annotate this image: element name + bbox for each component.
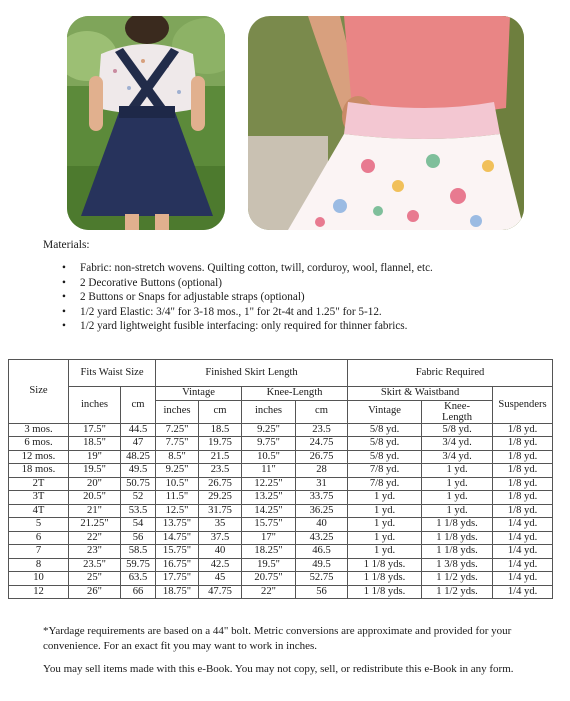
cell-fabric-knee: 3/4 yd. (422, 437, 493, 451)
cell-size: 7 (9, 545, 69, 559)
license-note: You may sell items made with this e-Book. You may not copy, sell, or redistribute this e-Book in any form. (43, 663, 514, 675)
cell-knee-inches: 22" (242, 585, 296, 599)
cell-fabric-knee: 1 1/8 yds. (422, 545, 493, 559)
cell-waist-cm: 52 (121, 491, 156, 505)
cell-fabric-vintage: 1 yd. (348, 504, 422, 518)
header-suspenders: Suspenders (493, 387, 553, 424)
cell-knee-inches: 9.75" (242, 437, 296, 451)
cell-waist-cm: 44.5 (121, 423, 156, 437)
header-fabric-knee-length: Knee- Length (422, 400, 493, 423)
table-row (9, 477, 553, 491)
cell-suspenders: 1/4 yd. (493, 558, 553, 572)
cell-knee-cm: 49.5 (296, 558, 348, 572)
header-fits-waist: Fits Waist Size (69, 360, 156, 387)
cell-vintage-inches: 16.75" (156, 558, 199, 572)
cell-fabric-knee: 1 yd. (422, 464, 493, 478)
table-row (9, 491, 553, 505)
cell-fabric-vintage: 7/8 yd. (348, 477, 422, 491)
cell-vintage-cm: 35 (199, 518, 242, 532)
cell-vintage-cm: 29.25 (199, 491, 242, 505)
cell-fabric-vintage: 7/8 yd. (348, 464, 422, 478)
cell-size: 4T (9, 504, 69, 518)
cell-vintage-cm: 18.5 (199, 423, 242, 437)
cell-waist-inches: 22" (69, 531, 121, 545)
materials-item-strap-buttons: • 2 Buttons or Snaps for adjustable straps (optional) (62, 290, 433, 305)
cell-size: 5 (9, 518, 69, 532)
cell-knee-inches: 15.75" (242, 518, 296, 532)
cell-vintage-cm: 40 (199, 545, 242, 559)
cell-knee-cm: 56 (296, 585, 348, 599)
table-row (9, 572, 553, 586)
cell-waist-inches: 21.25" (69, 518, 121, 532)
cell-vintage-inches: 10.5" (156, 477, 199, 491)
cell-suspenders: 1/8 yd. (493, 450, 553, 464)
cell-knee-cm: 31 (296, 477, 348, 491)
header-skirt-waistband: Skirt & Waistband (348, 387, 493, 401)
materials-item-decorative-buttons: • 2 Decorative Buttons (optional) (62, 276, 433, 291)
cell-knee-cm: 26.75 (296, 450, 348, 464)
cell-waist-inches: 19" (69, 450, 121, 464)
header-fabric-vintage: Vintage (348, 400, 422, 423)
cell-vintage-cm: 37.5 (199, 531, 242, 545)
cell-waist-cm: 53.5 (121, 504, 156, 518)
cell-fabric-knee: 1 yd. (422, 477, 493, 491)
cell-fabric-vintage: 1 1/8 yds. (348, 558, 422, 572)
photo-girl-navy-skirt (67, 16, 225, 230)
cell-size: 6 (9, 531, 69, 545)
cell-knee-inches: 13.25" (242, 491, 296, 505)
cell-knee-inches: 10.5" (242, 450, 296, 464)
cell-knee-cm: 43.25 (296, 531, 348, 545)
cell-fabric-vintage: 5/8 yd. (348, 450, 422, 464)
table-row (9, 518, 553, 532)
cell-waist-cm: 63.5 (121, 572, 156, 586)
materials-item-fabric: • Fabric: non-stretch wovens. Quilting cotton, twill, corduroy, wool, flannel, etc. (62, 261, 433, 276)
cell-size: 3T (9, 491, 69, 505)
cell-suspenders: 1/8 yd. (493, 504, 553, 518)
cell-knee-inches: 11" (242, 464, 296, 478)
cell-knee-cm: 36.25 (296, 504, 348, 518)
cell-vintage-cm: 19.75 (199, 437, 242, 451)
header-length-vintage: Vintage (156, 387, 242, 401)
materials-list (62, 261, 433, 334)
cell-fabric-vintage: 1 yd. (348, 491, 422, 505)
cell-vintage-cm: 47.75 (199, 585, 242, 599)
header-knee-cm: cm (296, 400, 348, 423)
photo-floral-skirt-closeup (248, 16, 524, 230)
materials-item-interfacing: • 1/2 yard lightweight fusible interfacing: only required for thinner fabrics. (62, 319, 433, 334)
table-row (9, 585, 553, 599)
cell-suspenders: 1/4 yd. (493, 531, 553, 545)
cell-vintage-inches: 12.5" (156, 504, 199, 518)
cell-suspenders: 1/4 yd. (493, 545, 553, 559)
cell-fabric-knee: 1 1/2 yds. (422, 585, 493, 599)
cell-fabric-knee: 3/4 yd. (422, 450, 493, 464)
cell-waist-cm: 49.5 (121, 464, 156, 478)
cell-vintage-inches: 11.5" (156, 491, 199, 505)
cell-fabric-knee: 1 3/8 yds. (422, 558, 493, 572)
cell-vintage-inches: 8.5" (156, 450, 199, 464)
cell-fabric-knee: 1 1/8 yds. (422, 518, 493, 532)
cell-waist-inches: 21" (69, 504, 121, 518)
table-row (9, 437, 553, 451)
cell-size: 3 mos. (9, 423, 69, 437)
cell-suspenders: 1/8 yd. (493, 464, 553, 478)
table-row (9, 504, 553, 518)
cell-vintage-cm: 31.75 (199, 504, 242, 518)
cell-suspenders: 1/8 yd. (493, 477, 553, 491)
cell-waist-inches: 23.5" (69, 558, 121, 572)
cell-knee-cm: 23.5 (296, 423, 348, 437)
cell-waist-cm: 58.5 (121, 545, 156, 559)
cell-knee-cm: 40 (296, 518, 348, 532)
cell-waist-inches: 17.5" (69, 423, 121, 437)
cell-knee-inches: 12.25" (242, 477, 296, 491)
table-row (9, 545, 553, 559)
cell-knee-inches: 18.25" (242, 545, 296, 559)
cell-vintage-inches: 17.75" (156, 572, 199, 586)
cell-vintage-cm: 21.5 (199, 450, 242, 464)
header-size: Size (9, 360, 69, 424)
cell-vintage-inches: 18.75" (156, 585, 199, 599)
cell-waist-inches: 19.5" (69, 464, 121, 478)
cell-size: 10 (9, 572, 69, 586)
cell-suspenders: 1/4 yd. (493, 572, 553, 586)
cell-waist-cm: 50.75 (121, 477, 156, 491)
header-waist-cm: cm (121, 387, 156, 424)
table-row (9, 423, 553, 437)
cell-knee-cm: 46.5 (296, 545, 348, 559)
header-knee-inches: inches (242, 400, 296, 423)
cell-knee-inches: 14.25" (242, 504, 296, 518)
cell-size: 18 mos. (9, 464, 69, 478)
cell-fabric-knee: 1 1/8 yds. (422, 531, 493, 545)
cell-vintage-cm: 23.5 (199, 464, 242, 478)
cell-suspenders: 1/8 yd. (493, 491, 553, 505)
cell-knee-inches: 9.25" (242, 423, 296, 437)
cell-size: 8 (9, 558, 69, 572)
cell-waist-inches: 20.5" (69, 491, 121, 505)
cell-waist-inches: 25" (69, 572, 121, 586)
cell-fabric-vintage: 5/8 yd. (348, 437, 422, 451)
cell-vintage-inches: 9.25" (156, 464, 199, 478)
table-row (9, 450, 553, 464)
cell-fabric-vintage: 1 yd. (348, 531, 422, 545)
materials-item-elastic: • 1/2 yard Elastic: 3/4" for 3-18 mos., 1" for 2t-4t and 1.25" for 5-12. (62, 305, 433, 320)
cell-vintage-inches: 7.25" (156, 423, 199, 437)
header-length-knee: Knee-Length (242, 387, 348, 401)
header-fabric-required: Fabric Required (348, 360, 553, 387)
cell-knee-inches: 20.75" (242, 572, 296, 586)
size-chart-body (9, 423, 553, 599)
cell-waist-cm: 66 (121, 585, 156, 599)
cell-knee-inches: 19.5" (242, 558, 296, 572)
cell-fabric-knee: 1 yd. (422, 491, 493, 505)
cell-vintage-inches: 13.75" (156, 518, 199, 532)
cell-knee-cm: 52.75 (296, 572, 348, 586)
cell-vintage-inches: 14.75" (156, 531, 199, 545)
cell-waist-cm: 47 (121, 437, 156, 451)
cell-waist-cm: 56 (121, 531, 156, 545)
header-vintage-cm: cm (199, 400, 242, 423)
cell-waist-inches: 18.5" (69, 437, 121, 451)
materials-heading: Materials: (43, 239, 90, 251)
cell-fabric-vintage: 1 1/8 yds. (348, 585, 422, 599)
header-vintage-inches: inches (156, 400, 199, 423)
table-row (9, 464, 553, 478)
cell-size: 12 (9, 585, 69, 599)
cell-knee-inches: 17" (242, 531, 296, 545)
cell-vintage-cm: 42.5 (199, 558, 242, 572)
cell-vintage-cm: 26.75 (199, 477, 242, 491)
cell-waist-cm: 48.25 (121, 450, 156, 464)
cell-size: 2T (9, 477, 69, 491)
cell-fabric-knee: 1 1/2 yds. (422, 572, 493, 586)
cell-fabric-vintage: 1 yd. (348, 518, 422, 532)
cell-suspenders: 1/4 yd. (493, 585, 553, 599)
header-finished-length: Finished Skirt Length (156, 360, 348, 387)
cell-fabric-vintage: 1 yd. (348, 545, 422, 559)
cell-fabric-knee: 1 yd. (422, 504, 493, 518)
cell-fabric-knee: 5/8 yd. (422, 423, 493, 437)
cell-size: 12 mos. (9, 450, 69, 464)
cell-waist-inches: 23" (69, 545, 121, 559)
cell-suspenders: 1/8 yd. (493, 437, 553, 451)
table-row (9, 531, 553, 545)
cell-suspenders: 1/8 yd. (493, 423, 553, 437)
header-waist-inches: inches (69, 387, 121, 424)
cell-fabric-vintage: 1 1/8 yds. (348, 572, 422, 586)
cell-suspenders: 1/4 yd. (493, 518, 553, 532)
cell-vintage-inches: 7.75" (156, 437, 199, 451)
cell-size: 6 mos. (9, 437, 69, 451)
cell-vintage-inches: 15.75" (156, 545, 199, 559)
cell-waist-inches: 20" (69, 477, 121, 491)
cell-knee-cm: 24.75 (296, 437, 348, 451)
cell-fabric-vintage: 5/8 yd. (348, 423, 422, 437)
cell-waist-cm: 54 (121, 518, 156, 532)
cell-waist-inches: 26" (69, 585, 121, 599)
size-chart-table (8, 359, 553, 599)
table-row (9, 558, 553, 572)
cell-vintage-cm: 45 (199, 572, 242, 586)
cell-knee-cm: 28 (296, 464, 348, 478)
cell-waist-cm: 59.75 (121, 558, 156, 572)
yardage-note: *Yardage requirements are based on a 44" bolt. Metric conversions are approximate and provided for your convenience. For an exact fit you may want to work in inches. (43, 625, 512, 652)
cell-knee-cm: 33.75 (296, 491, 348, 505)
